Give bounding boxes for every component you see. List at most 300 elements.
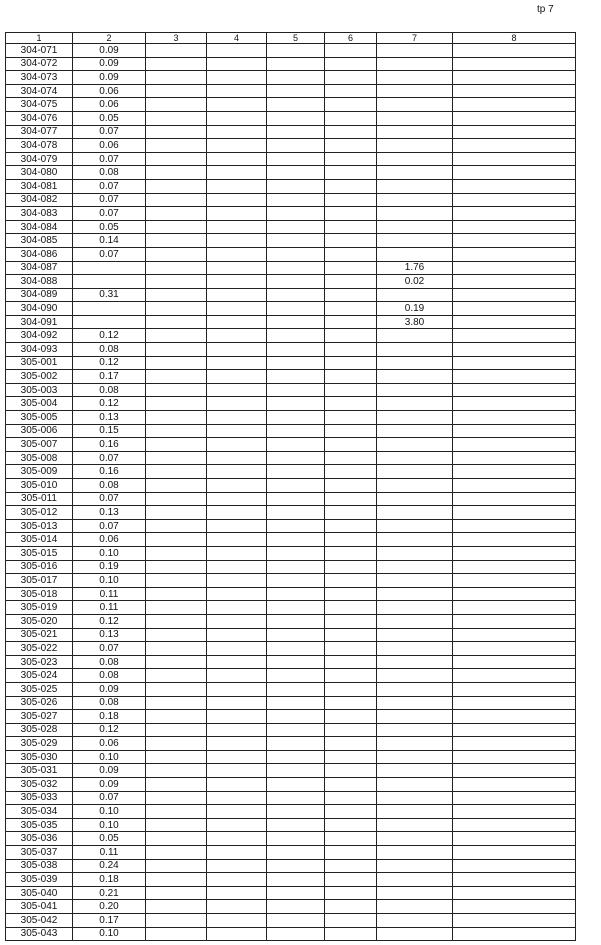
row-id-cell: 305-035	[6, 818, 73, 832]
column-5-cell	[267, 247, 325, 261]
column-2-cell: 0.06	[73, 139, 146, 153]
row-id-cell: 305-023	[6, 655, 73, 669]
column-4-cell	[207, 682, 267, 696]
column-3-cell	[146, 370, 207, 384]
column-5-cell	[267, 764, 325, 778]
column-6-cell	[325, 669, 377, 683]
column-7-cell	[377, 914, 453, 928]
column-7-cell	[377, 587, 453, 601]
column-3-cell	[146, 805, 207, 819]
table-row	[6, 465, 576, 479]
column-6-cell	[325, 479, 377, 493]
column-8-cell	[453, 479, 576, 493]
column-5-cell	[267, 927, 325, 941]
column-3-cell	[146, 383, 207, 397]
column-2-cell: 0.12	[73, 614, 146, 628]
column-3-cell	[146, 927, 207, 941]
column-4-cell	[207, 44, 267, 58]
column-6-cell	[325, 587, 377, 601]
column-7-cell	[377, 152, 453, 166]
column-3-cell	[146, 669, 207, 683]
row-id-cell: 304-078	[6, 139, 73, 153]
table-row	[6, 193, 576, 207]
column-4-cell	[207, 764, 267, 778]
column-6-cell	[325, 818, 377, 832]
column-5-cell	[267, 139, 325, 153]
column-2-cell: 0.17	[73, 914, 146, 928]
column-3-cell	[146, 587, 207, 601]
table-row	[6, 601, 576, 615]
column-5-cell	[267, 356, 325, 370]
column-2-cell: 0.07	[73, 179, 146, 193]
column-7-cell	[377, 438, 453, 452]
column-2-cell: 0.13	[73, 411, 146, 425]
column-5-cell	[267, 533, 325, 547]
column-7-cell	[377, 397, 453, 411]
column-8-cell	[453, 655, 576, 669]
column-2-cell: 0.06	[73, 737, 146, 751]
column-6-cell	[325, 533, 377, 547]
column-2-cell: 0.09	[73, 764, 146, 778]
row-id-cell: 305-010	[6, 479, 73, 493]
column-7-cell	[377, 479, 453, 493]
column-8-cell	[453, 179, 576, 193]
table-row	[6, 642, 576, 656]
column-6-cell	[325, 900, 377, 914]
column-7-cell	[377, 492, 453, 506]
column-6-cell	[325, 71, 377, 85]
column-6-cell	[325, 859, 377, 873]
column-4-cell	[207, 220, 267, 234]
column-7-cell	[377, 98, 453, 112]
column-2-cell: 0.14	[73, 234, 146, 248]
column-3-cell	[146, 356, 207, 370]
table-row	[6, 411, 576, 425]
column-4-cell	[207, 71, 267, 85]
column-7-cell	[377, 886, 453, 900]
column-4-cell	[207, 139, 267, 153]
column-8-cell	[453, 696, 576, 710]
column-5-cell	[267, 587, 325, 601]
column-4-cell	[207, 383, 267, 397]
column-header: 7	[377, 33, 453, 44]
column-6-cell	[325, 166, 377, 180]
column-8-cell	[453, 859, 576, 873]
column-7-cell	[377, 546, 453, 560]
table-row	[6, 356, 576, 370]
column-3-cell	[146, 44, 207, 58]
table-row	[6, 71, 576, 85]
column-6-cell	[325, 84, 377, 98]
row-id-cell: 305-003	[6, 383, 73, 397]
column-3-cell	[146, 832, 207, 846]
column-7-cell	[377, 859, 453, 873]
column-8-cell	[453, 288, 576, 302]
column-4-cell	[207, 723, 267, 737]
table-row	[6, 846, 576, 860]
column-2-cell: 0.09	[73, 778, 146, 792]
column-7-cell	[377, 628, 453, 642]
column-6-cell	[325, 846, 377, 860]
column-6-cell	[325, 682, 377, 696]
column-6-cell	[325, 778, 377, 792]
table-row	[6, 710, 576, 724]
row-id-cell: 304-082	[6, 193, 73, 207]
table-row	[6, 152, 576, 166]
column-4-cell	[207, 601, 267, 615]
table-row	[6, 125, 576, 139]
column-5-cell	[267, 370, 325, 384]
row-id-cell: 305-040	[6, 886, 73, 900]
column-8-cell	[453, 587, 576, 601]
column-6-cell	[325, 601, 377, 615]
column-4-cell	[207, 152, 267, 166]
column-4-cell	[207, 247, 267, 261]
column-7-cell	[377, 614, 453, 628]
column-4-cell	[207, 696, 267, 710]
column-4-cell	[207, 873, 267, 887]
table-row	[6, 791, 576, 805]
column-7-cell	[377, 533, 453, 547]
column-7-cell: 0.02	[377, 275, 453, 289]
column-8-cell	[453, 207, 576, 221]
row-id-cell: 304-073	[6, 71, 73, 85]
row-id-cell: 304-084	[6, 220, 73, 234]
column-2-cell: 0.20	[73, 900, 146, 914]
column-7-cell	[377, 411, 453, 425]
column-2-cell: 0.07	[73, 152, 146, 166]
column-8-cell	[453, 152, 576, 166]
column-3-cell	[146, 859, 207, 873]
column-8-cell	[453, 927, 576, 941]
column-7-cell	[377, 179, 453, 193]
column-2-cell: 0.13	[73, 506, 146, 520]
table-row	[6, 424, 576, 438]
row-id-cell: 305-015	[6, 546, 73, 560]
column-6-cell	[325, 329, 377, 343]
column-3-cell	[146, 207, 207, 221]
column-3-cell	[146, 234, 207, 248]
row-id-cell: 305-024	[6, 669, 73, 683]
column-3-cell	[146, 492, 207, 506]
column-2-cell: 0.07	[73, 791, 146, 805]
column-3-cell	[146, 111, 207, 125]
column-7-cell	[377, 220, 453, 234]
column-3-cell	[146, 343, 207, 357]
column-5-cell	[267, 791, 325, 805]
column-6-cell	[325, 424, 377, 438]
column-4-cell	[207, 519, 267, 533]
column-7-cell	[377, 71, 453, 85]
column-header: 1	[6, 33, 73, 44]
column-7-cell	[377, 424, 453, 438]
column-3-cell	[146, 57, 207, 71]
column-7-cell	[377, 288, 453, 302]
table-row	[6, 179, 576, 193]
column-2-cell: 0.10	[73, 750, 146, 764]
table-row	[6, 655, 576, 669]
table-row	[6, 914, 576, 928]
row-id-cell: 305-032	[6, 778, 73, 792]
column-3-cell	[146, 84, 207, 98]
column-5-cell	[267, 519, 325, 533]
column-8-cell	[453, 832, 576, 846]
column-7-cell	[377, 900, 453, 914]
column-4-cell	[207, 492, 267, 506]
column-4-cell	[207, 587, 267, 601]
column-8-cell	[453, 424, 576, 438]
table-row	[6, 261, 576, 275]
table-row	[6, 166, 576, 180]
column-6-cell	[325, 546, 377, 560]
row-id-cell: 305-008	[6, 451, 73, 465]
column-4-cell	[207, 560, 267, 574]
row-id-cell: 305-034	[6, 805, 73, 819]
column-2-cell: 0.07	[73, 492, 146, 506]
column-8-cell	[453, 914, 576, 928]
table-row	[6, 207, 576, 221]
column-2-cell: 0.09	[73, 57, 146, 71]
row-id-cell: 304-080	[6, 166, 73, 180]
column-5-cell	[267, 98, 325, 112]
column-5-cell	[267, 44, 325, 58]
column-8-cell	[453, 614, 576, 628]
column-8-cell	[453, 356, 576, 370]
column-5-cell	[267, 479, 325, 493]
column-6-cell	[325, 234, 377, 248]
column-8-cell	[453, 723, 576, 737]
column-3-cell	[146, 247, 207, 261]
table-row	[6, 315, 576, 329]
column-3-cell	[146, 574, 207, 588]
column-8-cell	[453, 193, 576, 207]
column-8-cell	[453, 125, 576, 139]
column-4-cell	[207, 574, 267, 588]
column-8-cell	[453, 247, 576, 261]
column-5-cell	[267, 832, 325, 846]
column-5-cell	[267, 451, 325, 465]
column-6-cell	[325, 465, 377, 479]
column-3-cell	[146, 179, 207, 193]
column-2-cell: 0.06	[73, 533, 146, 547]
column-3-cell	[146, 873, 207, 887]
column-3-cell	[146, 723, 207, 737]
column-3-cell	[146, 846, 207, 860]
row-id-cell: 305-038	[6, 859, 73, 873]
column-3-cell	[146, 560, 207, 574]
column-7-cell	[377, 669, 453, 683]
column-3-cell	[146, 696, 207, 710]
column-7-cell	[377, 846, 453, 860]
column-6-cell	[325, 614, 377, 628]
column-6-cell	[325, 451, 377, 465]
column-4-cell	[207, 628, 267, 642]
row-id-cell: 305-042	[6, 914, 73, 928]
row-id-cell: 304-090	[6, 302, 73, 316]
column-4-cell	[207, 655, 267, 669]
column-4-cell	[207, 642, 267, 656]
row-id-cell: 305-022	[6, 642, 73, 656]
column-7-cell: 0.19	[377, 302, 453, 316]
column-6-cell	[325, 139, 377, 153]
table-row	[6, 234, 576, 248]
column-7-cell	[377, 57, 453, 71]
table-row	[6, 546, 576, 560]
column-6-cell	[325, 98, 377, 112]
column-2-cell: 0.08	[73, 479, 146, 493]
column-8-cell	[453, 791, 576, 805]
row-id-cell: 305-013	[6, 519, 73, 533]
table-row	[6, 723, 576, 737]
column-2-cell: 0.10	[73, 546, 146, 560]
table-row	[6, 750, 576, 764]
column-5-cell	[267, 152, 325, 166]
column-2-cell: 0.16	[73, 465, 146, 479]
column-8-cell	[453, 438, 576, 452]
row-id-cell: 304-083	[6, 207, 73, 221]
column-5-cell	[267, 818, 325, 832]
column-7-cell	[377, 560, 453, 574]
column-7-cell	[377, 750, 453, 764]
column-8-cell	[453, 628, 576, 642]
column-5-cell	[267, 383, 325, 397]
table-row	[6, 57, 576, 71]
column-4-cell	[207, 791, 267, 805]
column-7-cell	[377, 383, 453, 397]
column-4-cell	[207, 261, 267, 275]
table-row	[6, 737, 576, 751]
column-5-cell	[267, 682, 325, 696]
column-7-cell	[377, 601, 453, 615]
column-8-cell	[453, 111, 576, 125]
row-id-cell: 304-086	[6, 247, 73, 261]
column-7-cell	[377, 343, 453, 357]
column-2-cell: 0.10	[73, 927, 146, 941]
row-id-cell: 305-030	[6, 750, 73, 764]
row-id-cell: 305-020	[6, 614, 73, 628]
column-5-cell	[267, 125, 325, 139]
row-id-cell: 305-005	[6, 411, 73, 425]
column-6-cell	[325, 927, 377, 941]
column-2-cell: 0.06	[73, 98, 146, 112]
column-8-cell	[453, 397, 576, 411]
column-7-cell	[377, 465, 453, 479]
table-row	[6, 859, 576, 873]
column-6-cell	[325, 506, 377, 520]
table-row	[6, 479, 576, 493]
column-6-cell	[325, 57, 377, 71]
table-row	[6, 873, 576, 887]
row-id-cell: 304-072	[6, 57, 73, 71]
row-id-cell: 305-029	[6, 737, 73, 751]
table-row	[6, 669, 576, 683]
column-4-cell	[207, 546, 267, 560]
table-row	[6, 614, 576, 628]
column-3-cell	[146, 451, 207, 465]
column-8-cell	[453, 737, 576, 751]
column-5-cell	[267, 628, 325, 642]
column-5-cell	[267, 601, 325, 615]
column-header: 5	[267, 33, 325, 44]
column-6-cell	[325, 302, 377, 316]
column-7-cell	[377, 44, 453, 58]
table-row	[6, 778, 576, 792]
column-8-cell	[453, 451, 576, 465]
column-5-cell	[267, 179, 325, 193]
column-3-cell	[146, 601, 207, 615]
column-5-cell	[267, 886, 325, 900]
column-2-cell: 0.19	[73, 560, 146, 574]
table-row	[6, 927, 576, 941]
table-row	[6, 628, 576, 642]
column-7-cell	[377, 207, 453, 221]
table-row	[6, 275, 576, 289]
column-4-cell	[207, 737, 267, 751]
column-5-cell	[267, 57, 325, 71]
column-2-cell: 0.24	[73, 859, 146, 873]
column-8-cell	[453, 710, 576, 724]
column-2-cell: 0.07	[73, 193, 146, 207]
column-6-cell	[325, 832, 377, 846]
row-id-cell: 305-028	[6, 723, 73, 737]
column-5-cell	[267, 492, 325, 506]
column-8-cell	[453, 519, 576, 533]
column-4-cell	[207, 411, 267, 425]
column-2-cell: 0.15	[73, 424, 146, 438]
column-5-cell	[267, 288, 325, 302]
column-4-cell	[207, 179, 267, 193]
column-header: 4	[207, 33, 267, 44]
column-4-cell	[207, 451, 267, 465]
column-2-cell: 0.08	[73, 343, 146, 357]
column-5-cell	[267, 506, 325, 520]
column-7-cell	[377, 805, 453, 819]
column-5-cell	[267, 275, 325, 289]
column-8-cell	[453, 682, 576, 696]
column-5-cell	[267, 207, 325, 221]
column-4-cell	[207, 438, 267, 452]
table-row	[6, 764, 576, 778]
column-4-cell	[207, 859, 267, 873]
table-row	[6, 506, 576, 520]
column-3-cell	[146, 506, 207, 520]
table-row	[6, 397, 576, 411]
column-3-cell	[146, 302, 207, 316]
column-8-cell	[453, 44, 576, 58]
column-6-cell	[325, 791, 377, 805]
column-6-cell	[325, 723, 377, 737]
column-7-cell	[377, 832, 453, 846]
column-2-cell: 0.11	[73, 601, 146, 615]
column-6-cell	[325, 44, 377, 58]
table-body	[6, 44, 576, 941]
column-6-cell	[325, 914, 377, 928]
column-2-cell: 0.18	[73, 710, 146, 724]
column-5-cell	[267, 778, 325, 792]
column-6-cell	[325, 356, 377, 370]
column-4-cell	[207, 533, 267, 547]
column-7-cell	[377, 247, 453, 261]
column-5-cell	[267, 193, 325, 207]
row-id-cell: 305-017	[6, 574, 73, 588]
column-7-cell: 3.80	[377, 315, 453, 329]
row-id-cell: 305-006	[6, 424, 73, 438]
column-8-cell	[453, 846, 576, 860]
column-8-cell	[453, 139, 576, 153]
column-4-cell	[207, 832, 267, 846]
column-4-cell	[207, 886, 267, 900]
column-4-cell	[207, 818, 267, 832]
